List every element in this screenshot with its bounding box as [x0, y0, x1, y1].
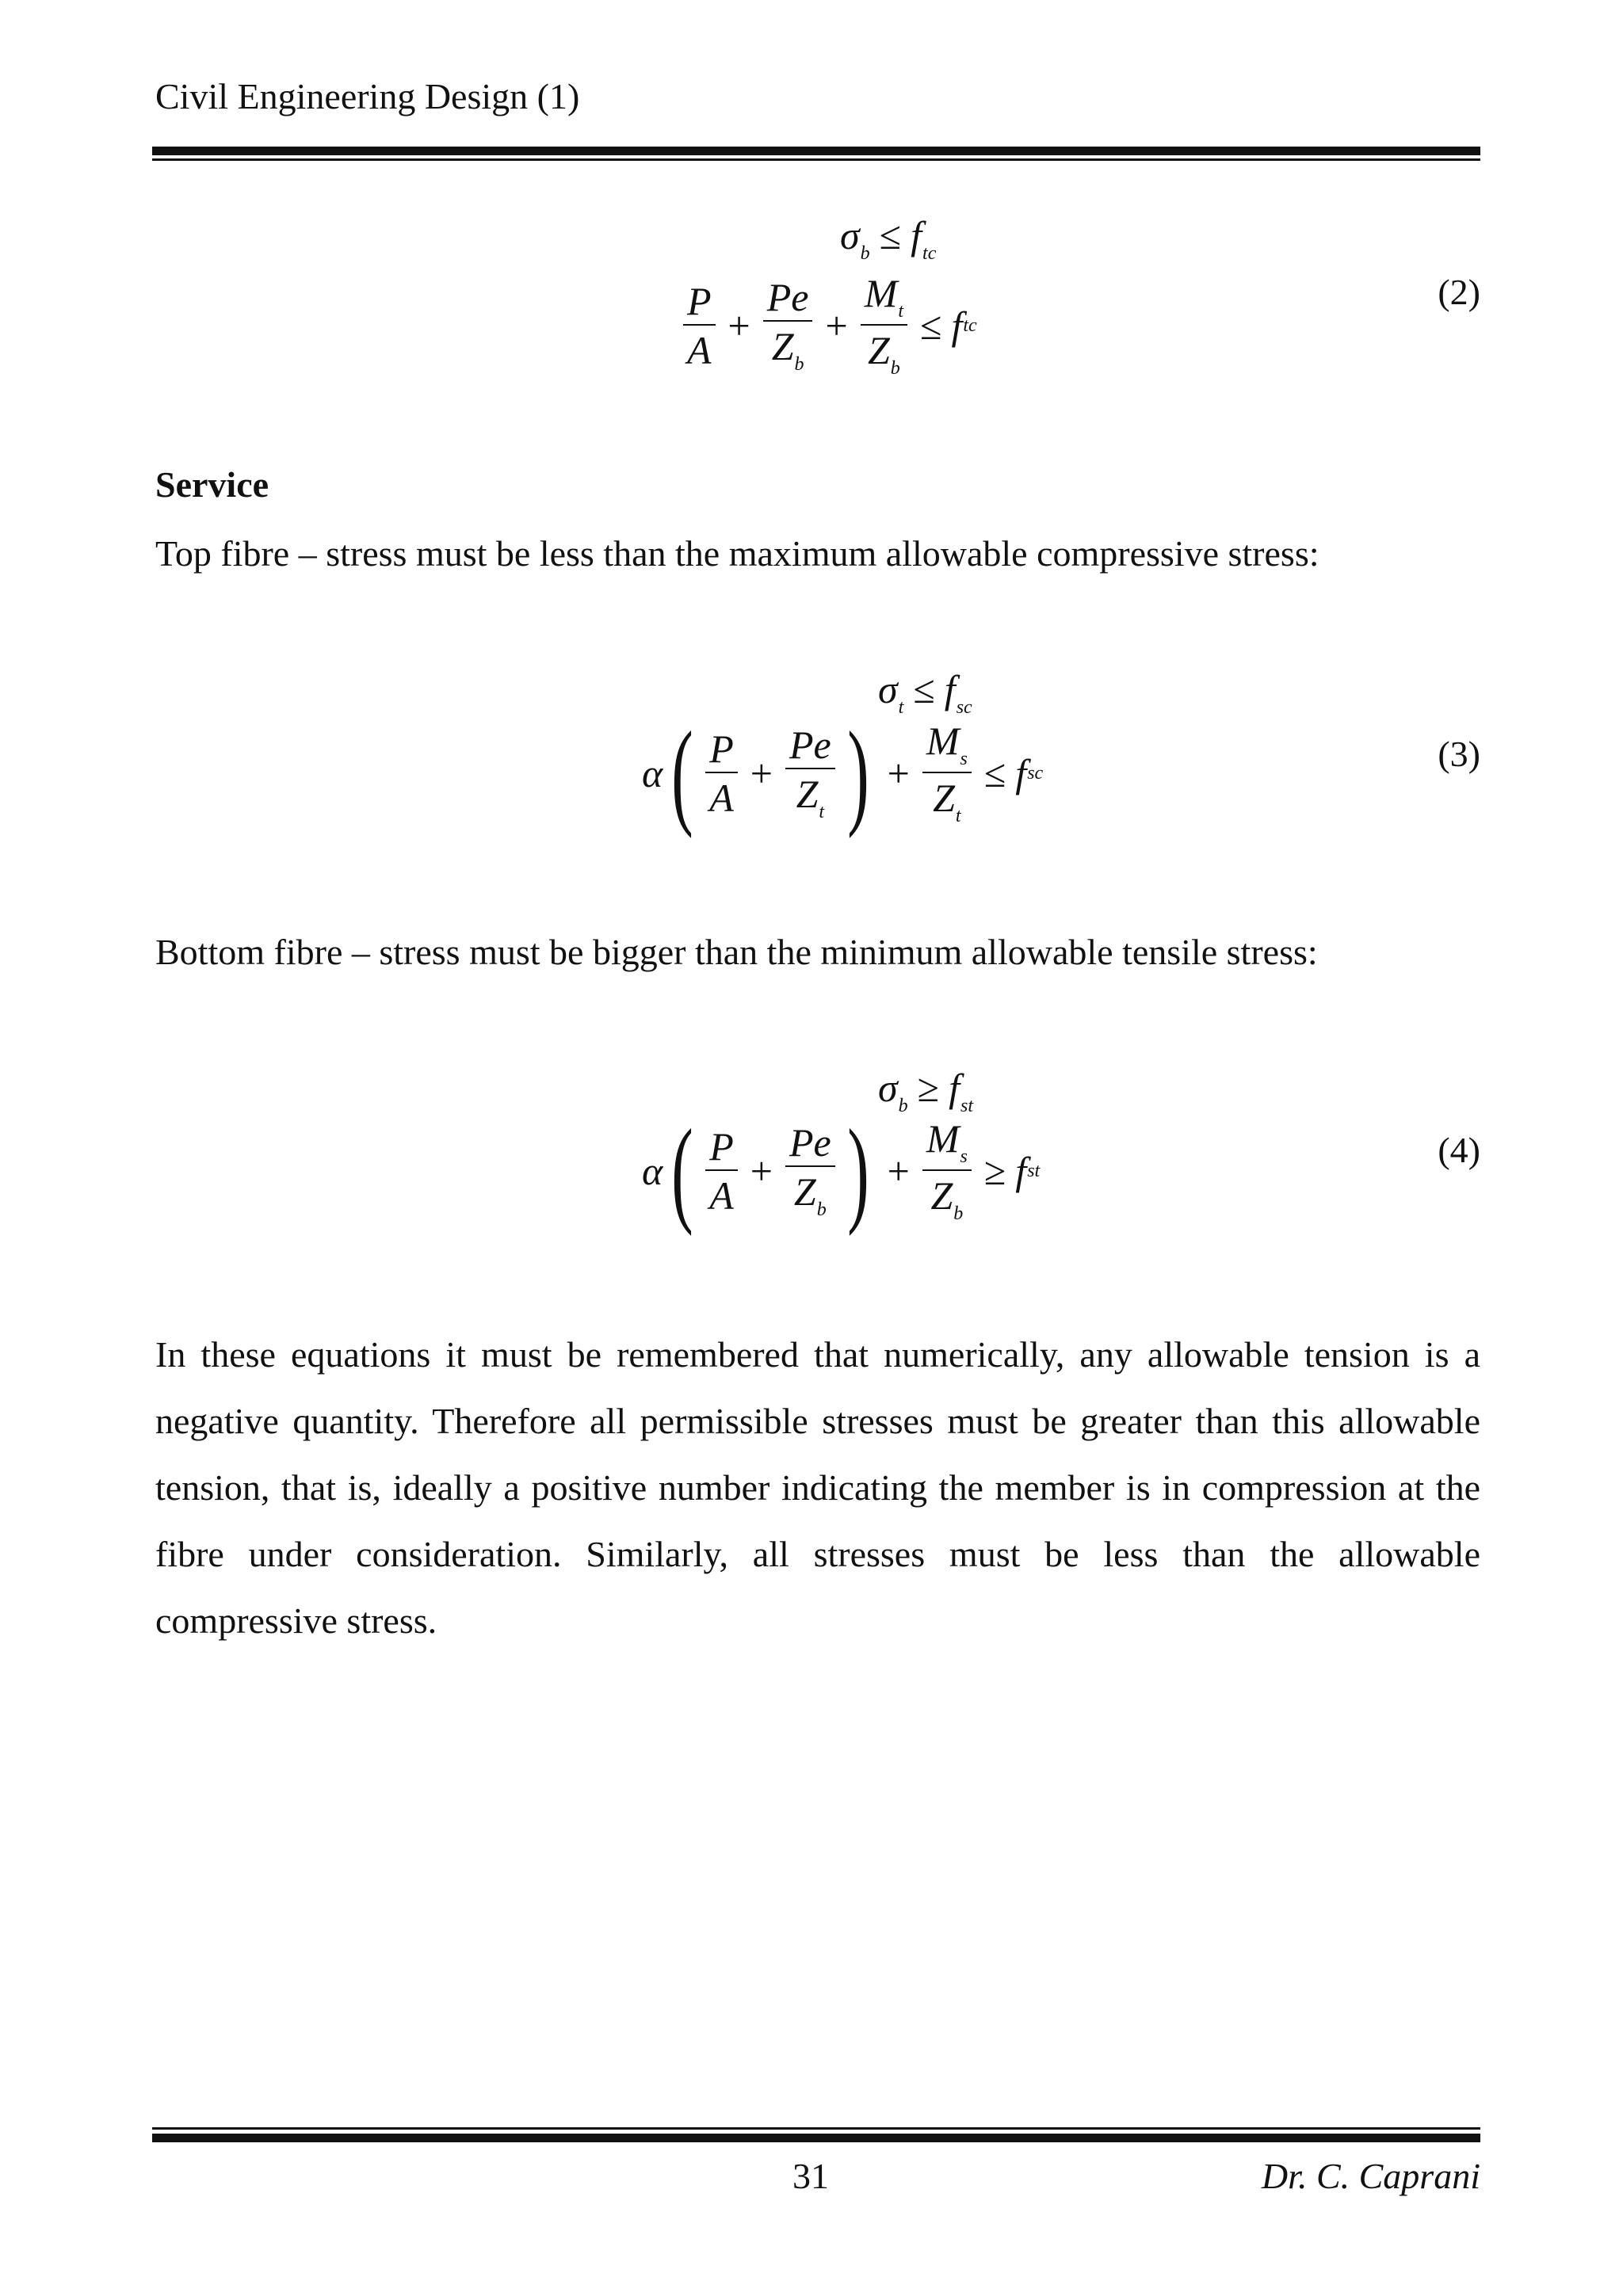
equation-4-expression: α ( $\frac{P}{A}$ + $\frac{Pe}{Z_b}$ ) + $\frac{M_s}{Z_b}$ ≥ f st	[642, 1105, 1041, 1238]
equation-2-number: (2)	[1438, 272, 1480, 312]
equation-3-expression: α ( $\frac{P}{A}$ + $\frac{Pe}{Z_t}$ ) + $\frac{M_s}{Z_t}$ ≤ f sc	[642, 707, 1044, 840]
top-fibre-text: Top fibre – stress must be less than the maximum allowable compressive stress:	[155, 533, 1319, 574]
section-heading: Service	[155, 464, 269, 505]
equation-2-condition: $\sigma_b \le f_{tc}$	[840, 213, 937, 265]
equation-4-condition: $\sigma_b \ge f_{st}$	[878, 1066, 974, 1117]
body-paragraph: In these equations it must be remembered that numerically, any allowable tension is a negative quantity. Therefore all permissible stresses must be greater than this allowable tension, that is, ideally a positive number indicating the member is in compression at the fibre under consideration. Similarly, all stresses must be less than the allowable compressive stress.	[155, 1334, 1480, 1641]
footer-author: Dr. C. Caprani	[1261, 2156, 1480, 2196]
footer-rule-thick	[152, 2134, 1480, 2142]
equation-2-expression: $\frac{P}{A}$ + $\frac{Pe}{Z_b}$ + $\frac{M_t}{Z_b}$ ≤ f tc	[680, 273, 977, 378]
header-title: Civil Engineering Design (1)	[155, 76, 580, 116]
equation-4-number: (4)	[1438, 1130, 1480, 1170]
bottom-fibre-text: Bottom fibre – stress must be bigger than the minimum allowable tensile stress:	[155, 932, 1318, 972]
page-number: 31	[792, 2156, 829, 2196]
equation-3-number: (3)	[1438, 734, 1480, 774]
header-rule-thick	[152, 147, 1480, 155]
header-rule-thin	[152, 158, 1480, 161]
footer-rule-thin	[152, 2127, 1480, 2130]
equation-3-condition: $\sigma_t \le f_{sc}$	[878, 667, 972, 719]
